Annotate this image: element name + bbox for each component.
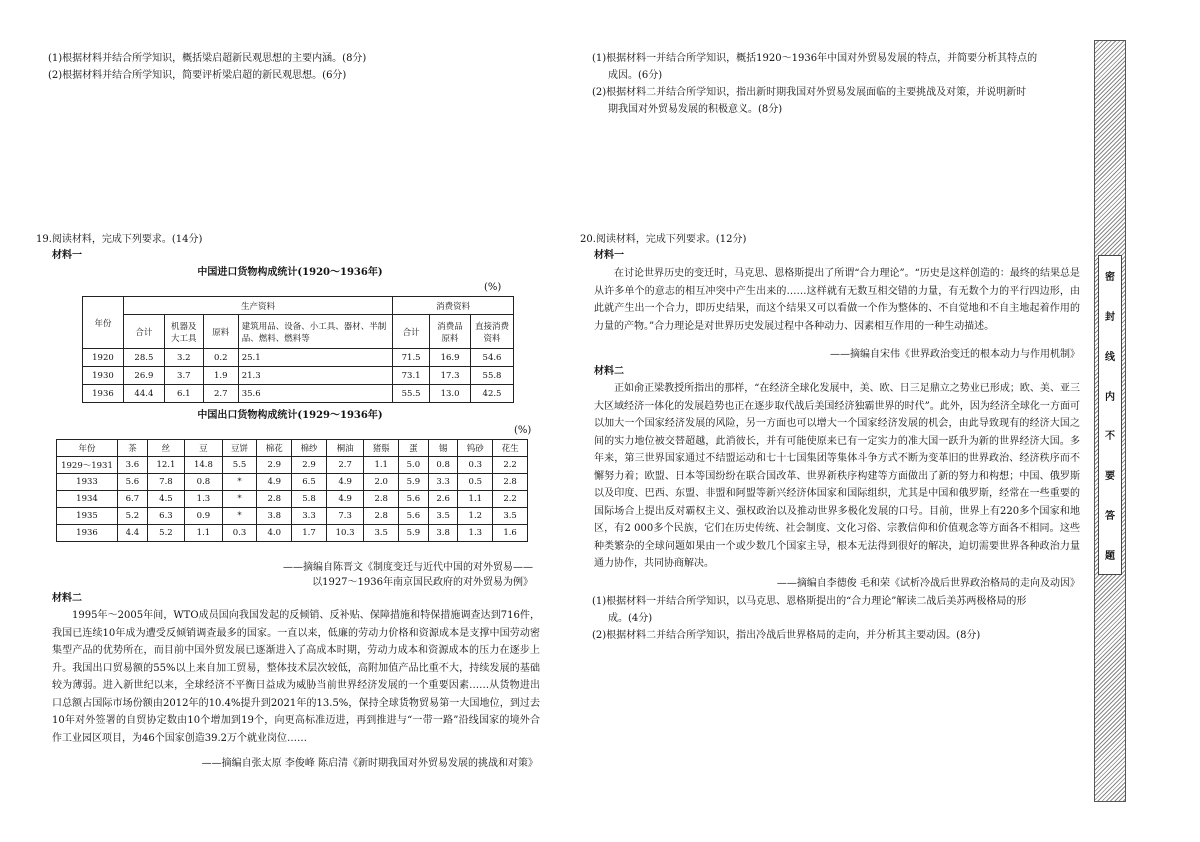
table-cell: 1934: [57, 491, 118, 508]
q19-source-1a: ——摘编自陈晋文《制度变迁与近代中国的对外贸易——: [283, 562, 533, 573]
table-cell: 1930: [83, 367, 124, 385]
table-cell: 2.2: [493, 491, 528, 508]
table-cell: 1.2: [458, 508, 493, 525]
table-cell: 0.8: [185, 474, 223, 491]
table-cell: 0.3: [458, 457, 493, 474]
table-row: [57, 474, 528, 491]
right-top-question-1a: (1)根据材料一并结合所学知识，概括1920～1936年中国对外贸易发展的特点，并简要分析其特点的: [592, 53, 1038, 64]
table-cell: 2.0: [364, 474, 399, 491]
table-cell: 1933: [57, 474, 118, 491]
table-cell: 14.8: [185, 457, 223, 474]
export-structure-table: [56, 439, 528, 542]
table-cell: 3.8: [428, 525, 458, 542]
table-cell: 4.9: [326, 491, 364, 508]
q20-source-1: ——摘编自宋伟《世界政治变迁的根本动力与作用机制》: [830, 349, 1080, 360]
table-cell: 1929～1931: [57, 457, 118, 474]
table1-title: 中国进口货物构成统计(1920～1936年): [197, 267, 383, 278]
table-cell: 1936: [83, 385, 124, 403]
table-cell: 6.5: [292, 474, 327, 491]
table-cell: 5.6: [399, 491, 429, 508]
table-cell: 3.8: [257, 508, 292, 525]
table-cell: 16.9: [430, 349, 471, 367]
q20-material-2-text: 正如俞正梁教授所指出的那样，“在经济全球化发展中，美、欧、日三足鼎立之势业已形成；欧、美、亚三大区域经济一体化的发展趋势也正在逐步取代战后美国经济独霸世界的时代”。此外，因为经济全球化一方面可以加大一个国家经济发展的风险，另一方面也可以增大一个国家经济发展的机会，由此导致现有的经济大国之间的实力地位被交替超越，此消彼长，并有可能使原来已有一定实力的准大国一跃升为新的世界经济大国。多年来，第三世界国家通过不结盟运动和七十七国集团等集体斗争方式不断为变革旧的世界政治、经济秩序而不懈努力着；欧盟、日本等国纷纷在联合国改革、世界新秩序构建等方面做出了新的努力和构想；中国、俄罗斯以及印度、巴西、东盟、非盟和阿盟等新兴经济体国家和国际组织，尤其是中国和俄罗斯，经常在一些重要的国际场合上提出反对霸权主义、强权政治以及推动世界多极化发展的口号。目前，世界上有220多个国家和地区，有2 000多个民族，它们在历史传统、社会制度、文化习俗、宗教信仰和价值观念等方面各不相同。这些种类繁杂的全球问题如果由一个或少数几个国家主导，根本无法得到很好的解决，迫切需要世界各种政治力量通力协作，共同协商解决。: [594, 383, 1080, 569]
table-cell: 3.2: [164, 349, 203, 367]
seal-char: 内: [1105, 391, 1115, 403]
table2-header: 棉花: [257, 440, 292, 457]
left-top-question-2: (2)根据材料并结合所学知识，简要评析梁启超的新民观思想。(6分): [48, 70, 347, 81]
q20-material-2-label: 材料二: [594, 366, 624, 377]
table1-subheader: 原料: [203, 315, 238, 349]
table2-header: 钨砂: [458, 440, 493, 457]
seal-char: 封: [1105, 312, 1115, 324]
table2-header: 豆饼: [222, 440, 257, 457]
table-cell: 7.3: [326, 508, 364, 525]
table2-header: 猪鬃: [364, 440, 399, 457]
table-row: [57, 457, 528, 474]
table-cell: 44.4: [123, 385, 164, 403]
right-top-question-1b: 成因。(6分): [608, 70, 663, 81]
q20-material-1-text: 在讨论世界历史的变迁时，马克思、恩格斯提出了所谓“合力理论”。“历史是这样创造的：最终的结果总是从许多单个的意志的相互冲突中产生出来的……这样就有无数互相交错的力量，有无数个力的平行四边形，由此就产生出一个合力，即历史结果，而这个结果又可以看做一个作为整体的、不自觉地和不自主地起着作用的力量的产物。”合力理论是对世界历史发展过程中各种动力、因素相互作用的一种生动描述。: [594, 268, 1080, 332]
table-row: [57, 508, 528, 525]
table-cell: 2.8: [364, 508, 399, 525]
seal-char: 线: [1105, 351, 1115, 363]
seal-char: 答: [1105, 510, 1115, 522]
table-cell: 1935: [57, 508, 118, 525]
table-cell: 1.1: [185, 525, 223, 542]
table-cell: 5.9: [399, 525, 429, 542]
question-20-title: 20.阅读材料，完成下列要求。(12分): [580, 234, 747, 245]
table-cell: 1.1: [364, 457, 399, 474]
table2-header: 年份: [57, 440, 118, 457]
table-cell: *: [222, 474, 257, 491]
table-row: [83, 349, 514, 367]
table-cell: 5.6: [399, 508, 429, 525]
q19-source-2: ——摘编自张太原 李俊峰 陈启清《新时期我国对外贸易发展的挑战和对策》: [201, 758, 538, 769]
question-19-title: 19.阅读材料，完成下列要求。(14分): [36, 234, 203, 245]
table-cell: 1.6: [493, 525, 528, 542]
table-cell: 2.6: [428, 491, 458, 508]
table-cell: 1936: [57, 525, 118, 542]
table-cell: 5.9: [399, 474, 429, 491]
table1-subheader: 机器及大工具: [164, 315, 203, 349]
table-row: [57, 525, 528, 542]
table-cell: 0.2: [203, 349, 238, 367]
table-cell: 1.7: [292, 525, 327, 542]
table1-subheader: 消费品原料: [430, 315, 471, 349]
table1-subheader: 合计: [393, 315, 430, 349]
q19-source-1b: 以1927～1936年南京国民政府的对外贸易为例》: [312, 577, 533, 588]
seal-char: 要: [1105, 471, 1115, 483]
table-cell: 4.4: [118, 525, 148, 542]
table1-header-production: 生产资料: [123, 297, 392, 315]
table-cell: 2.2: [493, 457, 528, 474]
left-top-question-1: (1)根据材料并结合所学知识，概括梁启超新民观思想的主要内涵。(8分): [48, 53, 367, 64]
table-cell: 35.6: [238, 385, 392, 403]
table-cell: 5.6: [118, 474, 148, 491]
table1-subheader: 合计: [123, 315, 164, 349]
seal-char: 密: [1105, 272, 1115, 284]
table-cell: 3.5: [428, 508, 458, 525]
table2-header: 丝: [147, 440, 185, 457]
table-cell: 2.8: [257, 491, 292, 508]
table-cell: 2.7: [326, 457, 364, 474]
table-cell: 26.9: [123, 367, 164, 385]
table2-title: 中国出口货物构成统计(1929～1936年): [197, 410, 383, 421]
q19-material-2-text: 1995年～2005年间，WTO成员国向我国发起的反倾销、反补贴、保障措施和特保措施调查达到716件，我国已连续10年成为遭受反倾销调查最多的国家。一直以来，低廉的劳动力价格和资源成本是支撑中国劳动密集型产品的优势所在，而目前中国外贸发展已逐渐进入了高成本时期，劳动力成本和资源成本的压力在逐步上升。我国出口贸易额的55%以上来自加工贸易，整体技术层次较低，高附加值产品比重不大，持续发展的基础较为薄弱。进入新世纪以来，全球经济不平衡日益成为威胁当前世界经济发展的一个重要因素……从货物进出口总额占国际市场份额由2012年的10.4%提升到2021年的13.5%，保持全球货物贸易第一大国地位，到过去10年对外签署的自贸协定数由10个增加到19个，向更高标准迈进，再到推进与“一带一路”沿线国家的境外合作工业园区项目，为46个国家创造39.2万个就业岗位……: [52, 610, 540, 744]
table-cell: 4.9: [326, 474, 364, 491]
table1-header-consumption: 消费资料: [393, 297, 514, 315]
q19-material-1-label: 材料一: [52, 250, 82, 261]
seal-char: 题: [1105, 550, 1115, 562]
table-cell: 1.1: [458, 491, 493, 508]
table-cell: 3.6: [118, 457, 148, 474]
table-cell: 2.7: [203, 385, 238, 403]
table-cell: 55.5: [393, 385, 430, 403]
seal-line-notice: [1098, 255, 1122, 575]
table-cell: 10.3: [326, 525, 364, 542]
table2-header: 蛋: [399, 440, 429, 457]
q20-question-1a: (1)根据材料一并结合所学知识，以马克思、恩格斯提出的“合力理论”解读二战后美苏两极格局的形: [592, 596, 1027, 607]
table1-header-year: 年份: [83, 297, 124, 349]
table-row: [83, 367, 514, 385]
table-cell: 13.0: [430, 385, 471, 403]
table-cell: 0.9: [185, 508, 223, 525]
table2-header: 豆: [185, 440, 223, 457]
table-cell: 28.5: [123, 349, 164, 367]
table-cell: 25.1: [238, 349, 392, 367]
table-cell: 3.7: [164, 367, 203, 385]
import-structure-table: [82, 296, 514, 403]
table-cell: 3.3: [428, 474, 458, 491]
table-cell: 55.8: [471, 367, 514, 385]
table-cell: 5.8: [292, 491, 327, 508]
table1-unit: (%): [484, 282, 502, 293]
table2-unit: (%): [514, 425, 532, 436]
table-cell: 0.3: [222, 525, 257, 542]
table-cell: 3.5: [364, 525, 399, 542]
right-top-question-2b: 期我国对外贸易发展的积极意义。(8分): [608, 104, 783, 115]
table2-header: 茶: [118, 440, 148, 457]
table-cell: 2.8: [364, 491, 399, 508]
table1-subheader: 直接消费资料: [471, 315, 514, 349]
table1-subheader: 建筑用品、设备、小工具、器材、半制品、燃料、燃料等: [238, 315, 392, 349]
table-cell: 73.1: [393, 367, 430, 385]
table-cell: 2.8: [493, 474, 528, 491]
q20-question-1b: 成。(4分): [608, 613, 653, 624]
table-cell: *: [222, 491, 257, 508]
table2-header: 花生: [493, 440, 528, 457]
table-cell: 4.5: [147, 491, 185, 508]
table-cell: *: [222, 508, 257, 525]
q20-material-1-label: 材料一: [594, 250, 624, 261]
seal-char: 不: [1105, 431, 1115, 443]
table-cell: 1.3: [185, 491, 223, 508]
q20-source-2: ——摘编自李德俊 毛和荣《试析冷战后世界政治格局的走向及动因》: [776, 578, 1080, 589]
table-cell: 5.2: [118, 508, 148, 525]
table-cell: 5.2: [147, 525, 185, 542]
q20-question-2: (2)根据材料二并结合所学知识，指出冷战后世界格局的走向，并分析其主要动因。(8分): [592, 630, 981, 641]
table-cell: 6.7: [118, 491, 148, 508]
table-cell: 12.1: [147, 457, 185, 474]
table-cell: 17.3: [430, 367, 471, 385]
table2-header: 锡: [428, 440, 458, 457]
table-cell: 2.9: [257, 457, 292, 474]
table-cell: 4.0: [257, 525, 292, 542]
table2-header: 桐油: [326, 440, 364, 457]
table-cell: 7.8: [147, 474, 185, 491]
table-cell: 0.8: [428, 457, 458, 474]
table-cell: 5.0: [399, 457, 429, 474]
table-cell: 1.3: [458, 525, 493, 542]
table-cell: 0.5: [458, 474, 493, 491]
table2-header: 棉纱: [292, 440, 327, 457]
table-cell: 2.9: [292, 457, 327, 474]
table-cell: 21.3: [238, 367, 392, 385]
right-top-question-2a: (2)根据材料二并结合所学知识，指出新时期我国对外贸易发展面临的主要挑战及对策，并说明新时: [592, 87, 1027, 98]
table-cell: 71.5: [393, 349, 430, 367]
table-cell: 3.3: [292, 508, 327, 525]
table-cell: 54.6: [471, 349, 514, 367]
table-cell: 1920: [83, 349, 124, 367]
table-cell: 42.5: [471, 385, 514, 403]
table-cell: 1.9: [203, 367, 238, 385]
table-row: [57, 491, 528, 508]
table-row: [83, 385, 514, 403]
table-cell: 5.5: [222, 457, 257, 474]
table-cell: 4.9: [257, 474, 292, 491]
table-cell: 6.1: [164, 385, 203, 403]
q19-material-2-label: 材料二: [52, 593, 82, 604]
table-cell: 3.5: [493, 508, 528, 525]
table-cell: 6.3: [147, 508, 185, 525]
